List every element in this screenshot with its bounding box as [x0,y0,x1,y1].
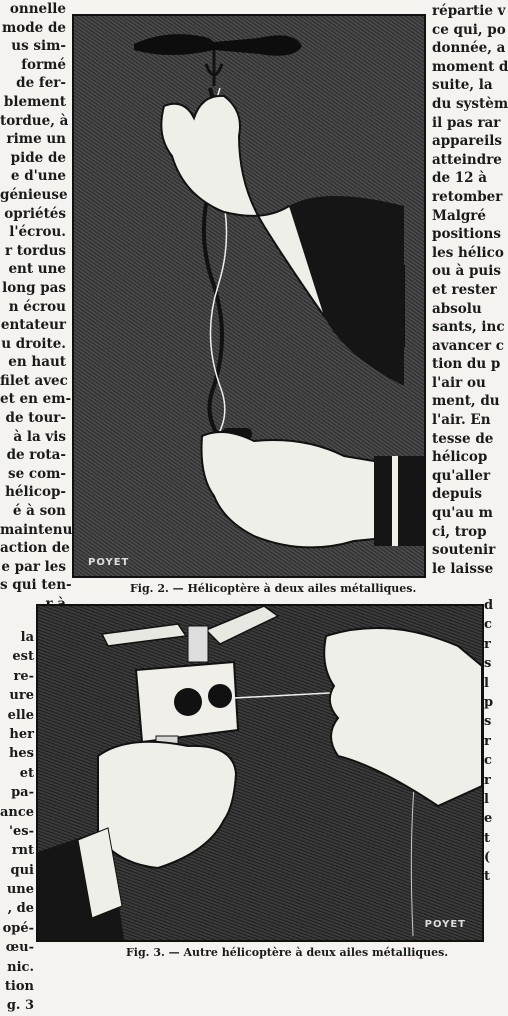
figure-3-caption: Fig. 3. — Autre hélicoptère à deux ailes métalliques. [126,946,449,959]
text-line: et en em- [0,391,72,408]
text-line: e [484,811,493,827]
text-line: blement [3,93,66,110]
text-line: qui [10,862,34,878]
text-line: ance [0,804,35,820]
text-line: atteindre [432,151,502,168]
text-line: elle [7,707,34,723]
text-line: pa- [11,785,34,801]
engraver-signature: POYET [424,919,466,930]
text-line: nic. [7,959,34,975]
text-line: donnée, a [432,40,506,57]
text-line: qu'au m [432,505,493,522]
text-line: de rota- [6,447,66,464]
text-line: depuis [432,486,483,503]
text-line: répartie v [432,3,506,19]
text-line: du systèm [432,95,508,112]
text-line: opriétés [4,205,66,222]
text-line: à la vis [13,428,66,445]
text-line: r [484,733,491,749]
text-line: les hélico [432,244,504,261]
text-line: et [19,765,34,781]
text-line: de fer- [16,75,66,92]
right-text-column-lower [484,596,500,887]
text-line: retomber [432,188,503,205]
text-line: ou à puis [432,263,501,280]
text-line: avancer c [432,337,504,354]
text-line: n écrou [8,298,66,315]
text-line: se com- [7,465,66,482]
figure-3-engraving [36,604,484,942]
text-line: d [484,598,494,613]
text-line: ( [484,850,491,866]
text-line: qu'aller [432,467,491,484]
text-line: ment, du [432,393,500,410]
text-line: le laisse [432,560,494,577]
text-line: ent une [8,261,66,278]
text-line: tordue, à [0,112,69,129]
text-line: g. 3 [6,998,34,1014]
text-line: sants, inc [432,319,505,336]
text-line: l [484,675,489,691]
figure-2-caption: Fig. 2. — Hélicoptère à deux ailes métalliques. [130,582,417,595]
text-line: formé [21,56,66,73]
text-line: opé- [2,920,34,936]
text-line: suite, la [432,77,493,94]
text-line: tesse de [432,430,494,447]
text-line: ci, trop [432,523,487,540]
text-line: absolu [432,300,482,317]
text-line: génieuse [0,186,68,203]
text-line: tion [4,979,34,995]
text-line: hes [8,746,34,762]
text-line: la [20,630,34,645]
text-line: hélicop [432,449,488,466]
text-line: us sim- [11,38,66,55]
text-line: c [484,753,492,769]
text-line: l [484,791,489,807]
text-line: onnelle [9,1,66,17]
text-line: action de [0,540,70,557]
text-line: est [12,649,34,665]
text-line: rime un [6,131,66,148]
text-line: Malgré [432,207,486,224]
text-line: soutenir [432,542,496,559]
text-line: maintenu [0,521,73,538]
text-line: il pas rar [432,114,501,131]
text-line: s [484,714,492,730]
text-line: et rester [432,281,497,298]
text-line: appareils [432,133,502,150]
text-line: l'air. En [432,412,491,429]
text-line: c [484,617,492,633]
text-line: ce qui, po [432,21,506,38]
text-line: é à son [12,503,66,520]
text-line: re- [13,668,34,684]
text-line: r [484,636,491,652]
text-line: l'écrou. [9,224,66,241]
left-text-column-lower [0,628,34,1016]
text-line: de tour- [5,410,66,427]
text-line: tion du p [432,356,501,373]
text-line: pide de [10,149,66,166]
text-line: , de [7,901,34,917]
text-line: positions [432,226,501,243]
text-line: moment d [432,58,508,75]
helicopter-pull-string-illustration [38,606,482,940]
text-line: s qui ten- [0,577,72,594]
text-line: p [484,694,494,710]
text-line: rnt [11,843,34,859]
engraver-signature: POYET [88,557,130,568]
text-line: l'air ou [432,374,486,391]
helicopter-twisted-cord-illustration [74,16,424,576]
text-line: e d'une [10,168,66,185]
text-line: de 12 à [432,170,487,187]
text-line: une [6,882,34,898]
text-line: hélicop- [5,484,66,501]
text-line: entateur [0,317,66,334]
text-line: her [9,726,34,742]
text-line: r tordus [4,242,66,259]
figure-2-engraving [72,14,426,578]
text-line: 'es- [9,823,34,839]
text-line: mode de [1,19,66,36]
text-line: en haut [8,354,66,371]
text-line: filet avec [0,372,68,389]
text-line: ure [9,688,34,704]
text-line: t [484,869,491,885]
right-text-column [432,2,508,578]
text-line: e par les [1,558,66,575]
text-line: t [484,830,491,846]
text-line: œu- [5,940,34,956]
left-text-column [0,0,73,632]
text-line: u droite. [1,335,66,352]
text-line: s [484,656,492,672]
text-line: r [484,772,491,788]
text-line: long pas [2,279,66,296]
